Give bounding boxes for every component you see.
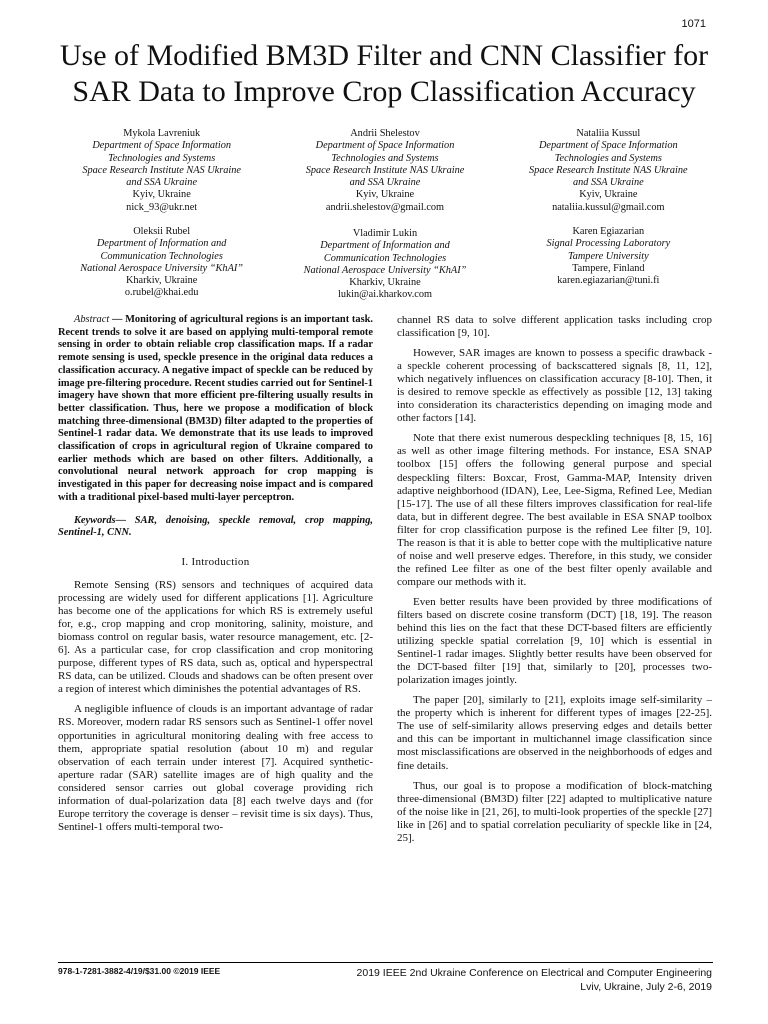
- author-email[interactable]: karen.egiazarian@tuni.fi: [557, 275, 660, 287]
- author-email[interactable]: lukin@ai.kharkov.com: [337, 289, 432, 301]
- author-block: [55, 128, 268, 214]
- paragraph: A negligible influence of clouds is an important advantage of radar RS. Moreover, modern radar RS sensors such as Sentinel-1 offer novel opportunities in agricultural monitoring dealing with free access to them, appropriate spatial resolution (about 10 m) and regular observation of each terrain under interest [7]. Acquired synthetic-aperture radar (SAR) satellite images are of high quality and the considered sensor carries out global coverage providing rich information of dual-polarization data [8] each twelve days and (for Europe territory the coverage is denser – revisit time is six days). Thus, Sentinel-1 offers multi-temporal two-: [58, 703, 373, 833]
- author-affiliation: and SSA Ukraine: [572, 177, 644, 189]
- paper-title: [30, 38, 738, 110]
- author-city: Kyiv, Ukraine: [355, 189, 415, 201]
- footer-divider: [58, 962, 713, 963]
- authors-row-2: [55, 226, 715, 302]
- author-email[interactable]: nick_93@ukr.net: [126, 201, 198, 213]
- footer-copyright: 978-1-7281-3882-4/19/$31.00 ©2019 IEEE: [58, 966, 221, 976]
- author-affiliation: Department of Space Information: [538, 140, 678, 152]
- author-city: Kyiv, Ukraine: [579, 189, 638, 201]
- footer-conference-place: Lviv, Ukraine, July 2-6, 2019: [580, 981, 712, 993]
- title-line-2: SAR Data to Improve Crop Classification Accuracy: [72, 75, 696, 108]
- paragraph: Thus, our goal is to propose a modification of block-matching three-dimensional (BM3D) filter [22] adapted to multiplicative nature of the noise like in [21, 26], to multi-look properties of the speckle [27] like in [26] and to spatial correlation peculiarity of speckle like in [24, 25].: [397, 779, 712, 844]
- author-affiliation: and SSA Ukraine: [126, 177, 198, 189]
- author-name: Andrii Shelestov: [350, 128, 420, 139]
- right-column: [397, 314, 712, 852]
- abstract-label: Abstract: [74, 314, 110, 325]
- author-name: Vladimir Lukin: [352, 228, 418, 239]
- author-email[interactable]: andrii.shelestov@gmail.com: [325, 201, 445, 213]
- paragraph-continued: channel RS data to solve different application tasks including crop classification [9, 10].: [397, 314, 712, 340]
- author-block: [278, 128, 491, 214]
- author-affiliation: Communication Technologies: [323, 252, 447, 264]
- author-affiliation: Signal Processing Laboratory: [546, 238, 671, 250]
- left-column: [58, 314, 373, 841]
- author-affiliation: Technologies and Systems: [108, 152, 216, 164]
- paragraph: Note that there exist numerous despeckling techniques [8, 15, 16] as well as other image filtering methods. For instance, ESA SNAP toolbox [15] offers the following general purpose and special despeckling filters: Boxcar, Frost, Gamma-MAP, Intensity driven adaptive neighborhood (IDAN), Lee, Lee-Sigma, Refined Lee, Median [15-17]. The use of all these filters improves classification for real-life data, but in different degree. The best available in ESA SNAP toolbox filter for crop classification purpose is the refined Lee filter [9, 10]. The reason is that it is able to better cope with the multiplicative nature of noise and well preserve edges. Therefore, in this study, we consider the refined Lee filter as one of the best filter openly available and compare our methods with it.: [397, 432, 712, 588]
- author-email[interactable]: nataliia.kussul@gmail.com: [552, 201, 665, 213]
- paragraph: Even better results have been provided by three modifications of filters based on discrete cosine transform (DCT) [18, 19]. The reason behind this lies on the fact that these DCT-based filters are efficiently utilizing speckle spatial correlation [9, 10] which is essential in Sentinel-1 radar images. Slightly better results have been observed for the DCT-based filter [19] that, similarly to [20], processes two-polarization images jointly.: [397, 595, 712, 687]
- author-block: [502, 128, 715, 214]
- keywords: Keywords— SAR, denoising, speckle removal, crop mapping, Sentinel-1, CNN.: [58, 514, 373, 539]
- author-name: Karen Egiazarian: [572, 226, 645, 237]
- author-affiliation: Department of Information and: [320, 240, 450, 252]
- author-block: [278, 228, 491, 302]
- section-heading: I. Introduction: [181, 555, 250, 568]
- paragraph: The paper [20], similarly to [21], exploits image self-similarity – the property which is inherent for different types of images [22-25]. The use of self-similarity allows preserving edges and details better and this can be important in multichannel image classification since most misclassifications are observed in the neighborhoods of edges and fine details.: [397, 694, 712, 772]
- author-affiliation: Tampere University: [567, 250, 649, 262]
- author-affiliation: and SSA Ukraine: [349, 177, 421, 189]
- author-name: Nataliia Kussul: [576, 128, 641, 139]
- author-name: Mykola Lavreniuk: [123, 128, 201, 139]
- author-affiliation: Technologies and Systems: [331, 152, 439, 164]
- footer-conference-name: 2019 IEEE 2nd Ukraine Conference on Electrical and Computer Engineering: [356, 967, 712, 979]
- author-city: Tampere, Finland: [572, 262, 645, 274]
- author-block: [502, 226, 715, 302]
- footer-conference: [357, 966, 712, 994]
- author-affiliation: Space Research Institute NAS Ukraine: [82, 164, 241, 176]
- authors-row-1: [55, 128, 715, 214]
- author-affiliation: Department of Space Information: [315, 140, 455, 152]
- author-affiliation: Technologies and Systems: [554, 152, 662, 164]
- author-city: Kharkiv, Ukraine: [125, 275, 198, 287]
- author-affiliation: National Aerospace University “KhAI”: [303, 264, 467, 276]
- author-name: Oleksii Rubel: [133, 226, 191, 237]
- title-line-1: Use of Modified BM3D Filter and CNN Classifier for: [59, 39, 709, 72]
- author-affiliation: Department of Space Information: [92, 140, 232, 152]
- author-city: Kyiv, Ukraine: [132, 189, 191, 201]
- page-number: 1071: [681, 18, 706, 30]
- author-city: Kharkiv, Ukraine: [349, 277, 421, 289]
- abstract: [58, 314, 373, 505]
- abstract-text: — Monitoring of agricultural regions is an important task. Recent trends to solve it are based on applying multi-temporal remote sensing in order to obtain reliable crop classification maps. If a radar remote sensing is used, speckle presence in the original data reduces a classification accuracy. A negative impact of speckle can be reduced by image pre-filtering procedure. Recent studies carried out for Sentinel-1 imagery have shown that more efficient pre-filtering usually results in better classification. Thus, here we propose a modification of block matching three-dimensional (BM3D) filter adapted to the properties of Sentinel-1 radar data. We demonstrate that its use leads to improved classification of crops in agricultural region of Ukraine compared to earlier methods which are based on other filters. Additionally, a convolutional neural network approach for crop mapping is investigated in this paper for decreasing noise impact and is compared with a traditional pixel-based multi-layer perceptron.: [58, 314, 373, 503]
- author-affiliation: National Aerospace University “KhAI”: [80, 262, 244, 274]
- author-affiliation: Space Research Institute NAS Ukraine: [305, 164, 465, 176]
- author-block: [55, 226, 268, 302]
- author-affiliation: Space Research Institute NAS Ukraine: [529, 164, 688, 176]
- author-affiliation: Department of Information and: [96, 238, 227, 250]
- author-email[interactable]: o.rubel@khai.edu: [124, 287, 199, 299]
- author-affiliation: Communication Technologies: [100, 250, 223, 262]
- paragraph: Remote Sensing (RS) sensors and techniques of acquired data processing are widely used for different applications [1]. Agriculture has become one of the applications for which RS is extremely useful for, e.g., crop mapping and crop monitoring, salinity, moisture, and biomass control on regular basis, water resource management, etc. [2-6]. As a particular case, for crop classification and crop monitoring purpose, different types of RS data, such as, optical and hyperspectral RS data, can be utilized. Clouds and shadows can be often present over a region of interest which diminishes the potential advantages of RS.: [58, 579, 373, 696]
- paragraph: However, SAR images are known to possess a specific drawback - a speckle coherent processing of backscattered signals [8, 11, 12], which negatively influences on classification accuracy [8-10]. Then, it is desired to remove speckle as effectively as possible [12, 13] taking into consideration its characteristics depending on imaging mode and other factors [14].: [397, 347, 712, 425]
